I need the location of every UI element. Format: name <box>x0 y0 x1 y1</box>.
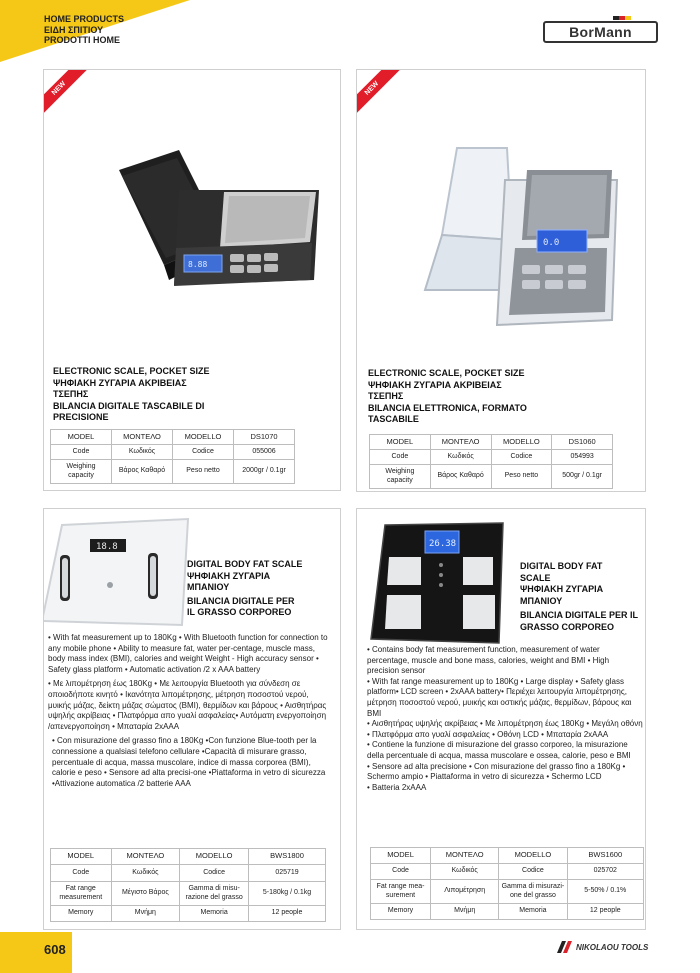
table-cell: ΜΟΝΤΕΛΟ <box>111 849 180 865</box>
table-cell: Code <box>51 445 112 460</box>
table-cell: MODEL <box>370 435 431 450</box>
table-cell: 5-180kg / 0.1kg <box>249 882 326 906</box>
title-line: ΤΣΕΠΗΣ <box>368 391 404 401</box>
distributor-name: NIKOLAOU TOOLS <box>576 942 649 952</box>
table-cell: Κωδικός <box>431 864 499 880</box>
title-line: ELECTRONIC SCALE, POCKET SIZE <box>368 368 525 378</box>
table-cell: 2000gr / 0.1gr <box>234 460 295 484</box>
new-badge: NEW <box>356 69 401 118</box>
table-cell: Κωδικός <box>111 865 180 882</box>
table-cell: Βάρος Καθαρό <box>112 460 173 484</box>
table-cell: Memoria <box>499 904 567 920</box>
distributor-logo <box>557 941 648 953</box>
table-cell: Memory <box>371 904 431 920</box>
table-row <box>51 906 326 922</box>
title-line: ΜΠΑΝΙΟΥ <box>187 582 230 592</box>
table-cell: Κωδικός <box>112 445 173 460</box>
table-cell: Memory <box>51 906 112 922</box>
table-cell: Κωδικός <box>430 450 491 465</box>
title-line: ΨΗΦΙΑΚΗ ΖΥΓΑΡΙΑ <box>187 570 271 581</box>
table-cell: 055006 <box>234 445 295 460</box>
table-row <box>51 882 326 906</box>
scale-display-text: 18.8 <box>96 542 118 552</box>
table-cell: Code <box>51 865 112 882</box>
flag-icon <box>613 16 631 20</box>
description-line: • Αισθητήρας υψηλής ακρίβειας • Με λιπομέτρηση έως 180Kg • Μεγάλη οθόνη <box>367 719 643 729</box>
description-line: • Contiene la funzione di misurazione del grasso corporeo, la misurazione della percentuale di acqua, massa muscolare e ossea, calorie, peso e BMI <box>367 740 631 760</box>
bathroom-scale-image <box>43 517 190 629</box>
bathroom-scale-image <box>363 521 513 646</box>
table-cell: MODEL <box>51 849 112 865</box>
product-card-bws1600 <box>356 508 646 930</box>
brand-name: BorMann <box>543 21 658 43</box>
table-cell: Weighing capacity <box>370 465 431 489</box>
description-line: • Batteria 2xAAA <box>367 782 427 792</box>
scale-display-text: 26.38 <box>429 539 457 549</box>
title-line: ΜΠΑΝΙΟΥ <box>520 595 563 606</box>
table-cell: Code <box>370 450 431 465</box>
pocket-scale-image <box>387 140 637 340</box>
table-cell: ΜΟΝΤΕΛΟ <box>430 435 491 450</box>
table-cell: Peso netto <box>173 460 234 484</box>
table-cell: MODELLO <box>180 849 249 865</box>
product-description <box>367 645 643 793</box>
page-number: 608 <box>0 932 72 973</box>
table-cell: 12 people <box>249 906 326 922</box>
product-title <box>520 561 638 633</box>
table-cell: 025719 <box>249 865 326 882</box>
table-cell: Codice <box>491 450 552 465</box>
title-line: DIGITAL BODY FAT SCALE <box>187 559 303 569</box>
table-cell: ΜΟΝΤΕΛΟ <box>112 430 173 445</box>
spec-table <box>370 847 644 920</box>
table-row <box>371 904 644 920</box>
description-line: • Contains body fat measurement function, measurement of water percentage, muscle and bone mass, calories, weight and BMI • High precision sensor <box>367 645 610 676</box>
table-row <box>51 865 326 882</box>
description-line: • Sensore ad alta precisione • Con misurazione del grasso fino a 180Kg • Schermo ampio • Piattaforma in vetro di sicurezza • Schermo LCD <box>367 761 626 782</box>
table-cell: 5-50% / 0.1% <box>567 880 643 904</box>
table-cell: Fat range mea-surement <box>371 880 431 904</box>
description-line: • With fat range measurement up to 180Kg • Large display • Safety glass platform• LCD screen • 2xAAA battery• Περιέχει λειτουργία λιπομέτρησης, μέτρηση ποσοστού νερού, μυικής και οστικής μάζας, θερμίδων, βάρους και BMI <box>367 676 632 718</box>
table-cell: MODEL <box>51 430 112 445</box>
title-line: BILANCIA ELETTRONICA, FORMATO <box>368 402 527 413</box>
table-cell: Μνήμη <box>111 906 180 922</box>
table-cell: MODELLO <box>491 435 552 450</box>
table-row <box>51 849 326 865</box>
spec-table <box>50 848 326 922</box>
table-cell: MODELLO <box>499 848 567 864</box>
product-title <box>187 559 302 619</box>
table-cell: MODELLO <box>173 430 234 445</box>
table-cell: 500gr / 0.1gr <box>552 465 613 489</box>
table-cell: Fat range measurement <box>51 882 112 906</box>
table-cell: Codice <box>173 445 234 460</box>
table-cell: Gamma di misu-razione del grasso <box>180 882 249 906</box>
table-cell: Code <box>371 864 431 880</box>
table-cell: DS1060 <box>552 435 613 450</box>
title-line: ΤΣΕΠΗΣ <box>53 389 89 399</box>
new-badge: NEW <box>43 69 88 118</box>
section-title <box>44 14 124 46</box>
table-cell: MODEL <box>371 848 431 864</box>
table-row <box>371 864 644 880</box>
table-row <box>51 445 295 460</box>
pocket-scale-image <box>84 130 334 320</box>
title-line: PRECISIONE <box>53 412 109 422</box>
product-title <box>368 368 527 426</box>
description-en: • With fat measurement up to 180Kg • With Bluetooth function for connection to any mobile phone • Ability to measure fat, water per-centage, muscle mass, body mass index (BMI), calories and weight Weight - High accuracy sensor • Safety glass platform • Automatic activation /2 x AAA battery <box>48 633 328 674</box>
table-cell: 025702 <box>567 864 643 880</box>
section-title-el: ΕΙΔΗ ΣΠΙΤΙΟΥ <box>44 24 104 35</box>
table-row <box>51 430 295 445</box>
brand-logo <box>543 16 658 44</box>
title-line: BILANCIA DIGITALE TASCABILE DI <box>53 400 205 411</box>
product-description <box>48 633 330 793</box>
table-cell: ΜΟΝΤΕΛΟ <box>431 848 499 864</box>
section-title-it: PRODOTTI HOME <box>44 35 120 45</box>
section-title-en: HOME PRODUCTS <box>44 14 125 24</box>
table-row <box>370 435 613 450</box>
table-row <box>370 450 613 465</box>
title-line: BILANCIA DIGITALE PER IL <box>520 610 638 620</box>
title-line: GRASSO CORPOREO <box>520 621 615 632</box>
table-row <box>371 848 644 864</box>
table-cell: Weighing capacity <box>51 460 112 484</box>
title-line: BILANCIA DIGITALE PER <box>187 595 295 606</box>
title-line: SCALE <box>520 572 551 583</box>
table-cell: Μνήμη <box>431 904 499 920</box>
table-cell: Peso netto <box>491 465 552 489</box>
table-cell: DS1070 <box>234 430 295 445</box>
product-title <box>53 366 210 424</box>
description-it: • Con misurazione del grasso fino a 180Kg •Con funzione Blue-tooth per la connessione a qualsiasi telefono cellulare •Capacità di misurare grasso, percentuale di acqua, massa muscolare, indice di massa corporea (BMI), calorie e peso • Sensore ad alta precisi-one •Piattaforma in vetro di sicurezza •Attivazione automatica /2 batterie AAA <box>52 736 326 788</box>
spec-table <box>50 429 295 484</box>
title-line: ΨΗΦΙΑΚΗ ΖΥΓΑΡΙΑ ΑΚΡΙΒΕΙΑΣ <box>368 379 502 390</box>
table-cell: Codice <box>499 864 567 880</box>
table-cell: Gamma di misurazi-one del grasso <box>499 880 567 904</box>
product-card-bws1800 <box>43 508 341 930</box>
table-cell: Βάρος Καθαρό <box>430 465 491 489</box>
title-line: ΨΗΦΙΑΚΗ ΖΥΓΑΡΙΑ <box>520 584 604 594</box>
table-row <box>370 465 613 489</box>
table-cell: 12 people <box>567 904 643 920</box>
table-cell: BWS1600 <box>567 848 643 864</box>
table-row <box>51 460 295 484</box>
spec-table <box>369 434 613 489</box>
title-line: ΨΗΦΙΑΚΗ ΖΥΓΑΡΙΑ ΑΚΡΙΒΕΙΑΣ <box>53 377 187 388</box>
title-line: ELECTRONIC SCALE, POCKET SIZE <box>53 366 210 376</box>
nikolaou-tools-icon <box>557 941 573 953</box>
svg-text:0.0: 0.0 <box>543 238 560 248</box>
table-row <box>371 880 644 904</box>
title-line: IL GRASSO CORPOREO <box>187 607 292 617</box>
description-line: • Πλατφόρμα απο γυαλί ασφαλείας • Οθόνη LCD • Μπαταρία 2xAAA <box>367 729 609 739</box>
table-cell: Μέγιστο Βάρος <box>111 882 180 906</box>
title-line: DIGITAL BODY FAT <box>520 561 603 571</box>
title-line: TASCABILE <box>368 414 419 424</box>
table-cell: Λιπομέτρηση <box>431 880 499 904</box>
description-el: • Με λιπομέτρηση έως 180Kg • Με λειτουργία Bluetooth για σύνδεση σε οποιοδήποτε κινητό • Ικανότητα λιπομέτρησης, μέτρηση ποσοστού νερού, μυικής μάζας, δείκτη μάζας σώματος (BMI), θερμίδων και βάρους • Αισθητήρας υψηλής ακρίβειας • Πλατφόρμα απο γυαλί ασφαλείας• Αυτόματη ενεργοποίηση /απενεργοποίηση • Μπαταρία 2xAAA <box>48 679 327 731</box>
product-card-ds1060 <box>356 69 646 492</box>
table-cell: Memoria <box>180 906 249 922</box>
table-cell: BWS1800 <box>249 849 326 865</box>
svg-text:8.88: 8.88 <box>188 260 208 269</box>
product-card-ds1070 <box>43 69 341 491</box>
table-cell: Codice <box>180 865 249 882</box>
table-cell: 054993 <box>552 450 613 465</box>
